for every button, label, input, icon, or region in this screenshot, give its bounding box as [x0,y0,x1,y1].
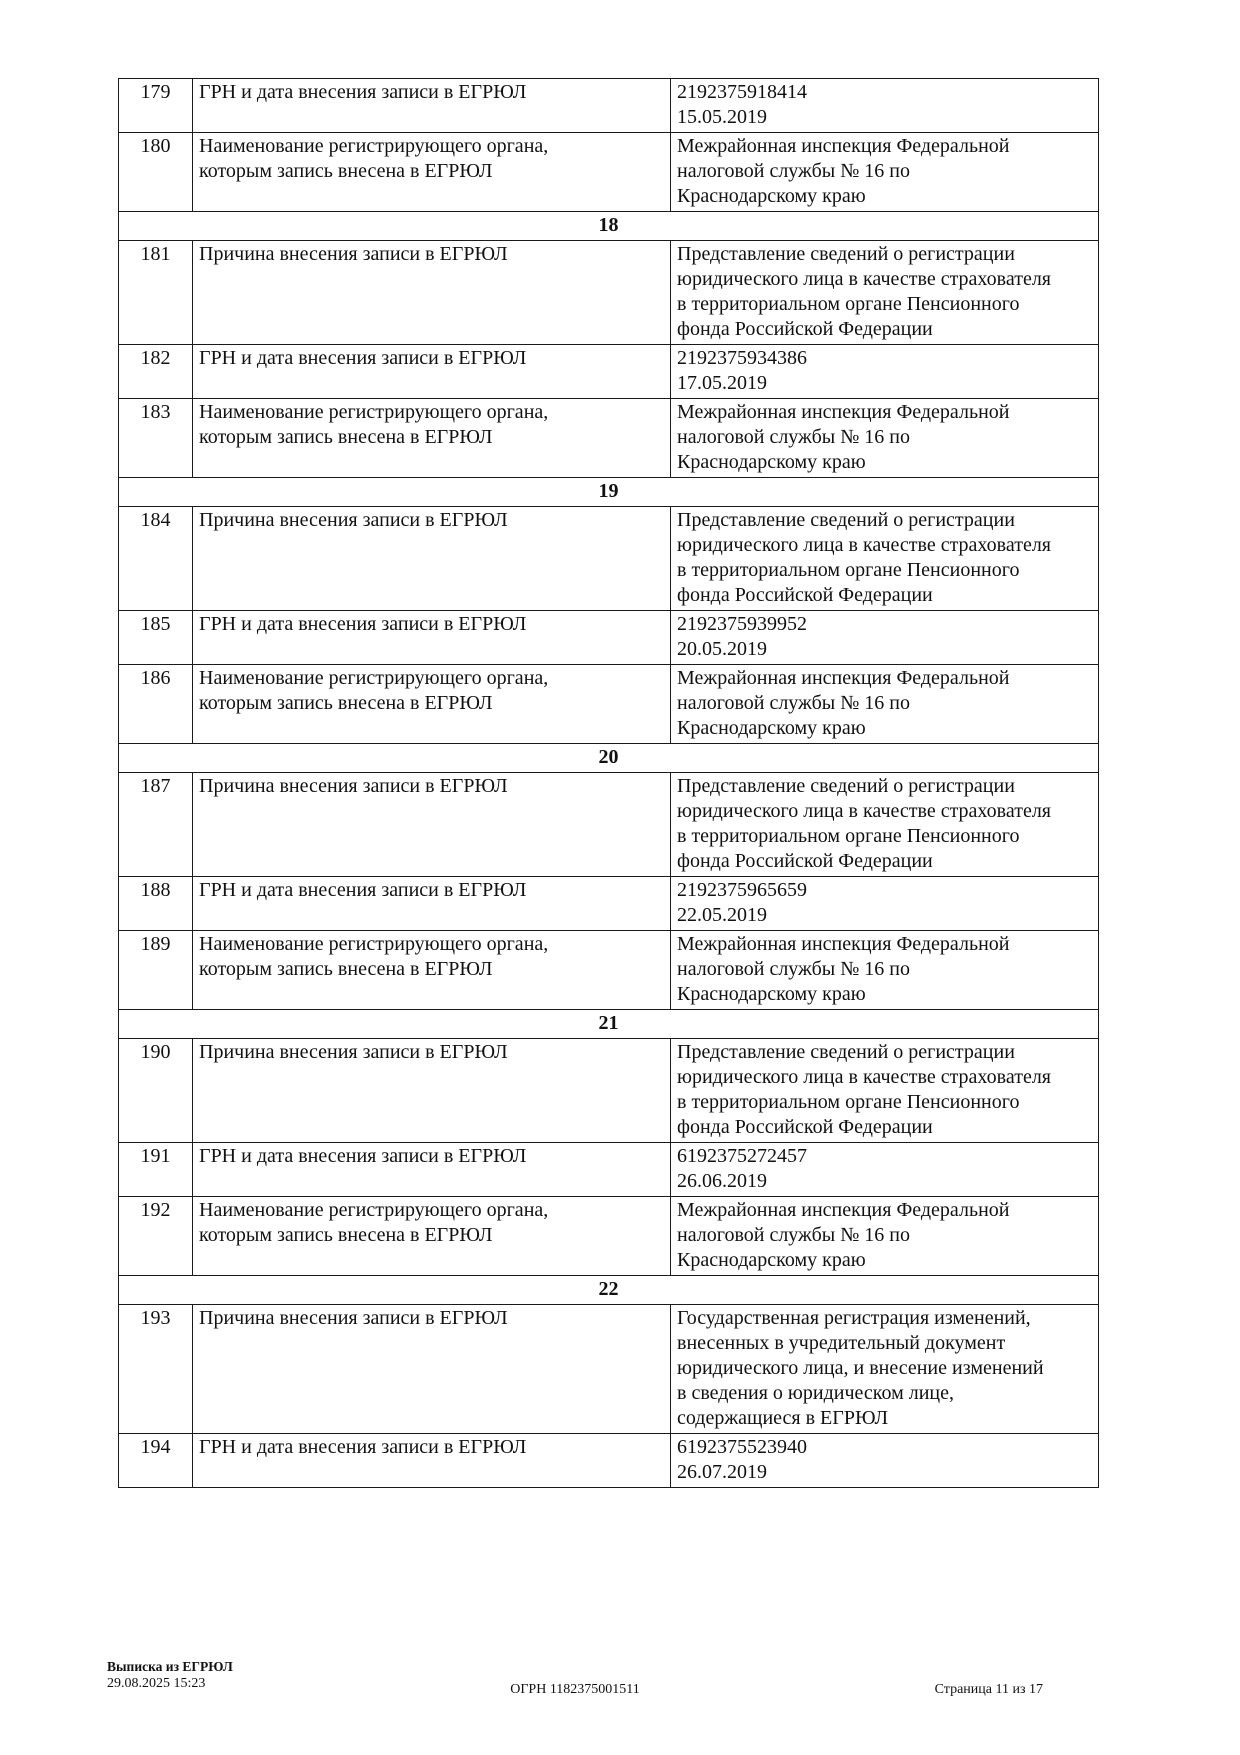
text-line: ГРН и дата внесения записи в ЕГРЮЛ [199,1436,527,1458]
text-line: ГРН и дата внесения записи в ЕГРЮЛ [199,347,527,369]
row-label-cell [193,877,671,931]
text-line: в территориальном органе Пенсионного [677,559,1020,581]
row-number-cell: 189 [119,931,193,1010]
text-line: 6192375523940 [677,1436,807,1458]
egrul-table [118,78,1099,1488]
page-footer [107,1658,1043,1704]
text-line: Наименование регистрирующего органа, [199,1199,549,1221]
row-number-cell: 181 [119,241,193,345]
text-line: которым запись внесена в ЕГРЮЛ [199,160,493,182]
row-number-cell: 186 [119,665,193,744]
row-label-cell [193,133,671,212]
section-row [119,1276,1099,1305]
row-number-cell: 182 [119,345,193,399]
footer-ogrn: ОГРН 1182375001511 [510,1682,640,1697]
text-line: фонда Российской Федерации [677,1116,933,1138]
row-value-cell [671,931,1099,1010]
text-line: Межрайонная инспекция Федеральной [677,1199,1010,1221]
row-value-cell [671,1197,1099,1276]
text-line: ГРН и дата внесения записи в ЕГРЮЛ [199,879,527,901]
table-row [119,133,1099,212]
text-line: фонда Российской Федерации [677,318,933,340]
table-row [119,877,1099,931]
section-row [119,478,1099,507]
row-number-cell: 193 [119,1305,193,1434]
text-line: Наименование регистрирующего органа, [199,401,549,423]
text-line: Краснодарскому краю [677,717,866,739]
row-value-cell [671,345,1099,399]
text-line: которым запись внесена в ЕГРЮЛ [199,426,493,448]
egrul-table-body [119,79,1099,1488]
text-line: Причина внесения записи в ЕГРЮЛ [199,243,508,265]
text-line: Наименование регистрирующего органа, [199,933,549,955]
row-label-cell [193,1434,671,1488]
text-line: Представление сведений о регистрации [677,243,1015,265]
table-row [119,79,1099,133]
row-number-cell: 184 [119,507,193,611]
text-line: которым запись внесена в ЕГРЮЛ [199,692,493,714]
row-value-cell [671,399,1099,478]
text-line: юридического лица, и внесение изменений [677,1357,1044,1379]
text-line: 17.05.2019 [677,372,767,394]
row-value-cell [671,1305,1099,1434]
section-header: 22 [119,1276,1099,1305]
text-line: налоговой службы № 16 по [677,1224,910,1246]
text-line: ГРН и дата внесения записи в ЕГРЮЛ [199,1145,527,1167]
row-label-cell [193,1305,671,1434]
text-line: Представление сведений о регистрации [677,1041,1015,1063]
text-line: Причина внесения записи в ЕГРЮЛ [199,775,508,797]
row-label-cell [193,773,671,877]
text-line: Причина внесения записи в ЕГРЮЛ [199,509,508,531]
row-label-cell [193,345,671,399]
row-value-cell [671,877,1099,931]
text-line: налоговой службы № 16 по [677,426,910,448]
text-line: которым запись внесена в ЕГРЮЛ [199,958,493,980]
row-value-cell [671,1143,1099,1197]
text-line: 2192375965659 [677,879,807,901]
text-line: 6192375272457 [677,1145,807,1167]
text-line: Межрайонная инспекция Федеральной [677,933,1010,955]
row-value-cell [671,773,1099,877]
row-value-cell [671,1039,1099,1143]
row-value-cell [671,133,1099,212]
text-line: содержащиеся в ЕГРЮЛ [677,1407,889,1429]
text-line: ГРН и дата внесения записи в ЕГРЮЛ [199,81,527,103]
text-line: юридического лица в качестве страхователя [677,268,1052,290]
text-line: налоговой службы № 16 по [677,692,910,714]
table-row [119,611,1099,665]
row-value-cell [671,79,1099,133]
footer-page-number: Страница 11 из 17 [934,1682,1043,1697]
row-number-cell: 190 [119,1039,193,1143]
table-row [119,1143,1099,1197]
text-line: 2192375934386 [677,347,807,369]
section-header: 18 [119,212,1099,241]
text-line: Наименование регистрирующего органа, [199,135,549,157]
row-number-cell: 194 [119,1434,193,1488]
row-label-cell [193,79,671,133]
row-label-cell [193,399,671,478]
text-line: Краснодарскому краю [677,451,866,473]
table-row [119,1434,1099,1488]
table-row [119,1197,1099,1276]
row-number-cell: 188 [119,877,193,931]
table-row [119,665,1099,744]
row-number-cell: 183 [119,399,193,478]
text-line: в территориальном органе Пенсионного [677,293,1020,315]
table-row [119,773,1099,877]
row-label-cell [193,611,671,665]
text-line: ГРН и дата внесения записи в ЕГРЮЛ [199,613,527,635]
text-line: Представление сведений о регистрации [677,775,1015,797]
text-line: Представление сведений о регистрации [677,509,1015,531]
text-line: в территориальном органе Пенсионного [677,825,1020,847]
row-number-cell: 180 [119,133,193,212]
section-header: 20 [119,744,1099,773]
section-header: 19 [119,478,1099,507]
text-line: внесенных в учредительный документ [677,1332,1006,1354]
section-row [119,212,1099,241]
text-line: Межрайонная инспекция Федеральной [677,401,1010,423]
table-row [119,931,1099,1010]
footer-datetime: 29.08.2025 15:23 [107,1676,206,1691]
row-value-cell [671,1434,1099,1488]
row-label-cell [193,241,671,345]
text-line: фонда Российской Федерации [677,584,933,606]
footer-document-title: Выписка из ЕГРЮЛ [107,1659,233,1674]
text-line: Государственная регистрация изменений, [677,1307,1031,1329]
text-line: 22.05.2019 [677,904,767,926]
table-row [119,241,1099,345]
text-line: юридического лица в качестве страхователя [677,534,1052,556]
text-line: налоговой службы № 16 по [677,160,910,182]
text-line: юридического лица в качестве страхователя [677,800,1052,822]
text-line: фонда Российской Федерации [677,850,933,872]
text-line: Краснодарскому краю [677,185,866,207]
section-header: 21 [119,1010,1099,1039]
text-line: в сведения о юридическом лице, [677,1382,954,1404]
row-label-cell [193,665,671,744]
text-line: которым запись внесена в ЕГРЮЛ [199,1224,493,1246]
row-number-cell: 192 [119,1197,193,1276]
text-line: 2192375918414 [677,81,807,103]
row-value-cell [671,507,1099,611]
text-line: Причина внесения записи в ЕГРЮЛ [199,1041,508,1063]
text-line: Краснодарскому краю [677,983,866,1005]
row-label-cell [193,507,671,611]
text-line: 2192375939952 [677,613,807,635]
row-label-cell [193,931,671,1010]
table-row [119,1305,1099,1434]
text-line: 26.07.2019 [677,1461,767,1483]
text-line: 26.06.2019 [677,1170,767,1192]
section-row [119,1010,1099,1039]
table-row [119,507,1099,611]
text-line: юридического лица в качестве страхователя [677,1066,1052,1088]
row-value-cell [671,665,1099,744]
table-row [119,1039,1099,1143]
text-line: 15.05.2019 [677,106,767,128]
text-line: Межрайонная инспекция Федеральной [677,135,1010,157]
text-line: Краснодарскому краю [677,1249,866,1271]
table-row [119,399,1099,478]
row-value-cell [671,241,1099,345]
text-line: в территориальном органе Пенсионного [677,1091,1020,1113]
row-label-cell [193,1039,671,1143]
row-label-cell [193,1197,671,1276]
row-number-cell: 191 [119,1143,193,1197]
row-number-cell: 179 [119,79,193,133]
text-line: 20.05.2019 [677,638,767,660]
row-number-cell: 185 [119,611,193,665]
row-value-cell [671,611,1099,665]
text-line: Причина внесения записи в ЕГРЮЛ [199,1307,508,1329]
row-number-cell: 187 [119,773,193,877]
table-row [119,345,1099,399]
text-line: налоговой службы № 16 по [677,958,910,980]
row-label-cell [193,1143,671,1197]
text-line: Межрайонная инспекция Федеральной [677,667,1010,689]
section-row [119,744,1099,773]
text-line: Наименование регистрирующего органа, [199,667,549,689]
